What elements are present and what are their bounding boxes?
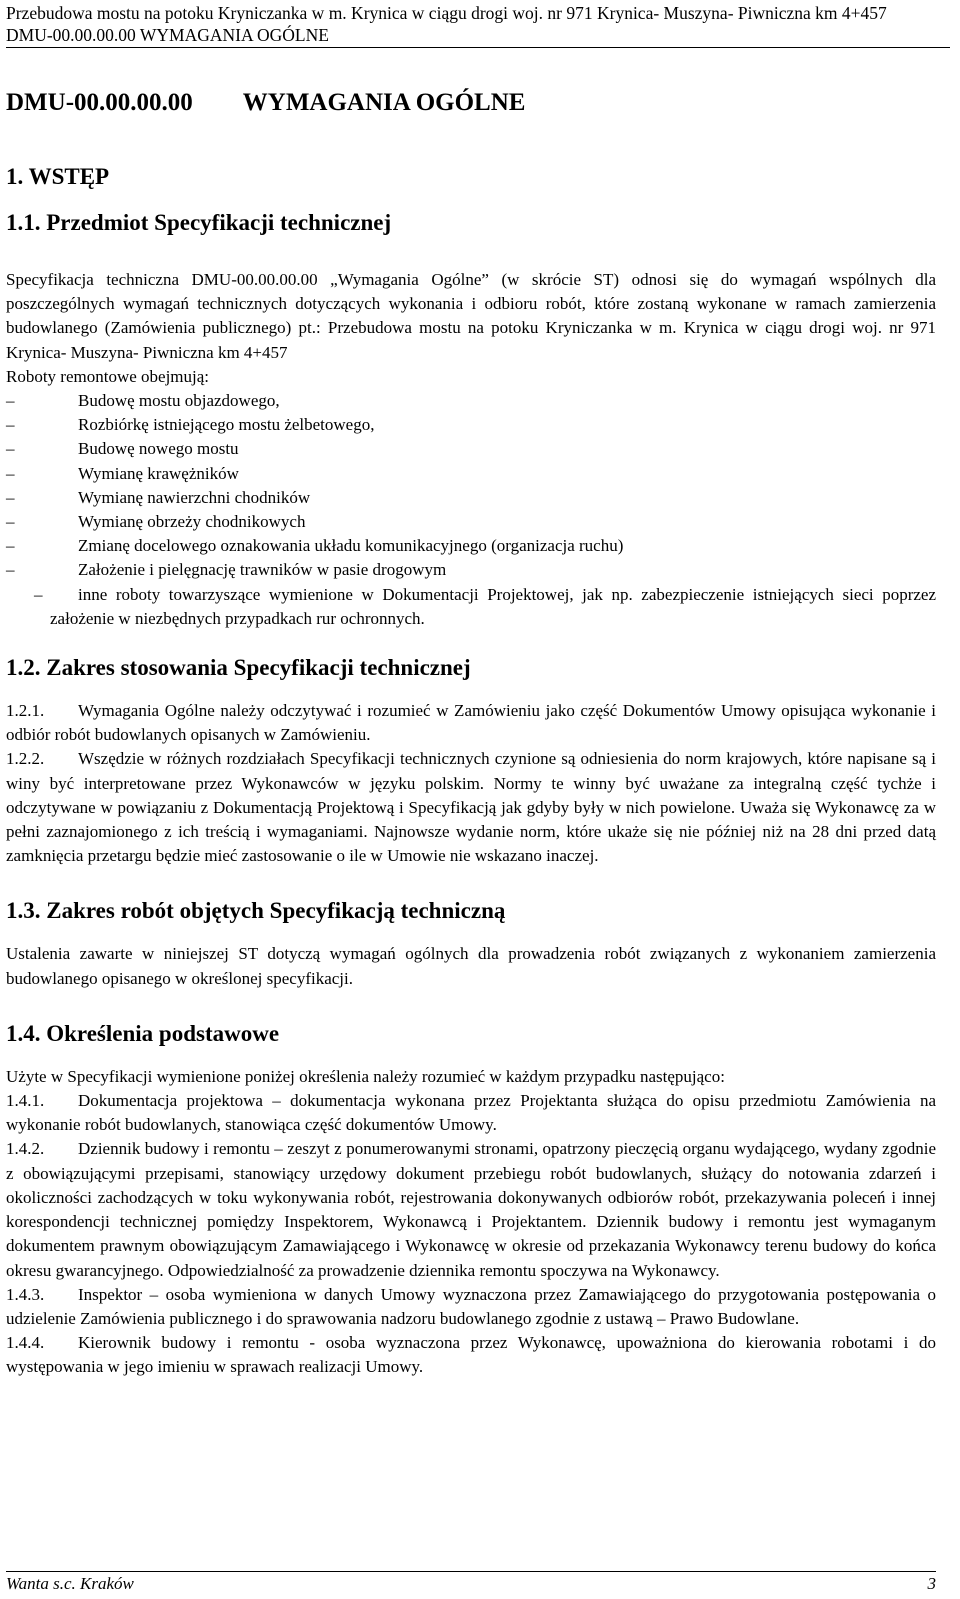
section-1-1-heading: 1.1. Przedmiot Specyfikacji technicznej — [6, 210, 392, 235]
page-number: 3 — [927, 1574, 936, 1593]
definition-1-4-2: 1.4.2. Dziennik budowy i remontu – zeszyt z ponumerowanymi stronami, opatrzony pieczęcią organu wydającego, wydany zgodnie z obowiązującymi przepisami, stanowiący urzędowy dokument przebiegu robót budowlanych, służący do notowania zdarzeń i okoliczności zachodzących w toku wykonywania robót, rejestrowania dokonywanych odbiorów robót, przekazywania poleceń i innej korespondencji technicznej pomiędzy Inspektorem, Wykonawcą i Projektantem. Dziennik budowy i remontu jest wymaganym dokumentem prawnym obowiązującym Zamawiającego i Wykonawcę w okresie od przekazania Wykonawcy terenu budowy do końca okresu gwarancyjnego. Odpowiedzialność za prowadzenie dziennika remontu spoczywa na Wykonawcy. — [6, 1139, 936, 1280]
clause-1-2-1: 1.2.1. Wymagania Ogólne należy odczytywać i rozumieć w Zamówieniu jako część Dokumentów Umowy opisująca wykonanie i odbiór robót budowlanych opisanych w Zamówieniu. — [6, 701, 936, 745]
document-body — [6, 88, 936, 1380]
list-item: – Budowę nowego mostu — [6, 439, 239, 459]
works-intro: Roboty remontowe obejmują: — [6, 366, 210, 386]
definition-1-4-1: 1.4.1. Dokumentacja projektowa – dokumentacja wykonana przez Projektanta służąca do opisu przedmiotu Zamówienia na wykonanie robót budowlanych, stanowiąca część dokumentów Umowy. — [6, 1091, 936, 1135]
header-line-1: Przebudowa mostu na potoku Kryniczanka w m. Krynica w ciągu drogi woj. nr 971 Krynica- Muszyna- Piwniczna km 4+457 — [6, 3, 887, 23]
list-item: – Rozbiórkę istniejącego mostu żelbetowego, — [6, 415, 375, 435]
list-item: – Budowę mostu objazdowego, — [6, 391, 280, 411]
spec-code: DMU-00.00.00.00 — [6, 89, 193, 116]
footer-company: Wanta s.c. Kraków — [6, 1574, 134, 1593]
list-item: – Wymianę obrzeży chodnikowych — [6, 512, 306, 532]
list-item: – Wymianę krawężników — [6, 463, 239, 483]
clause-1-2-2: 1.2.2. Wszędzie w różnych rozdziałach Specyfikacji technicznych czynione są odniesienia do norm krajowych, które napisane są i winy być interpretowane przez Wykonawców w języku polskim. Normy te winny być uważane za integralną część tychże i odczytywane w powiązaniu z Dokumentacją Projektową i Specyfikacją jak gdyby były w nich powielone. Uważa się Wykonawcę za w pełni zaznajomionego z ich treścią i wymaganiami. Najnowsze wydanie norm, które ukaże się nie później niż na 28 dni przed datą zamknięcia przetargu będzie mieć zastosowanie o ile w Umowie nie wskazano inaczej. — [6, 749, 936, 866]
document-title — [6, 88, 936, 118]
page-footer — [6, 1571, 936, 1595]
section-1-2-heading: 1.2. Zakres stosowania Specyfikacji technicznej — [6, 655, 471, 681]
list-item: – Zmianę docelowego oznakowania układu komunikacyjnego (organizacja ruchu) — [6, 536, 624, 556]
list-item: – Wymianę nawierzchni chodników — [6, 487, 311, 507]
section-1-heading: 1. WSTĘP — [6, 164, 110, 189]
running-header — [6, 2, 950, 48]
works-list — [6, 389, 936, 631]
section-1-3-heading: 1.3. Zakres robót objętych Specyfikacją techniczną — [6, 898, 506, 924]
spec-name: WYMAGANIA OGÓLNE — [242, 89, 526, 116]
list-item: – inne roboty towarzyszące wymienione w Dokumentacji Projektowej, jak np. zabezpieczenie istniejących sieci poprzez założenie w niezbędnych przypadkach rur ochronnych. — [34, 584, 936, 628]
definition-1-4-3: 1.4.3. Inspektor – osoba wymieniona w danych Umowy wyznaczona przez Zamawiającego do przygotowania postępowania o udzielenie Zamówienia publicznego i do sprawowania nadzoru budowlanego zgodnie z ustawą – Prawo Budowlane. — [6, 1284, 936, 1328]
definitions-intro: Użyte w Specyfikacji wymienione poniżej określenia należy rozumieć w każdym przypadku następująco: — [6, 1066, 725, 1086]
section-1-4-heading: 1.4. Określenia podstawowe — [6, 1020, 280, 1046]
definition-1-4-4: 1.4.4. Kierownik budowy i remontu - osoba wyznaczona przez Wykonawcę, upoważniona do kierowania robotami i do występowania w jego imieniu w sprawach realizacji Umowy. — [6, 1333, 936, 1377]
header-line-2: DMU-00.00.00.00 WYMAGANIA OGÓLNE — [6, 25, 329, 45]
section-1-1-paragraph: Specyfikacja techniczna DMU-00.00.00.00 „Wymagania Ogólne” (w skrócie ST) odnosi się do wymagań wspólnych dla poszczególnych wymagań technicznych dotyczących wykonania i odbioru robót, które zostaną wykonane w ramach zamierzenia budowlanego (Zamówienia publicznego) pt.: Przebudowa mostu na potoku Kryniczanka w m. Krynica w ciągu drogi woj. nr 971 Krynica- Muszyna- Piwniczna km 4+457 — [6, 270, 936, 362]
section-1-3-paragraph: Ustalenia zawarte w niniejszej ST dotyczą wymagań ogólnych dla prowadzenia robót związanych z wykonaniem zamierzenia budowlanego opisanego w określonej specyfikacji. — [6, 944, 936, 988]
list-item: – Założenie i pielęgnację trawników w pasie drogowym — [6, 560, 447, 580]
